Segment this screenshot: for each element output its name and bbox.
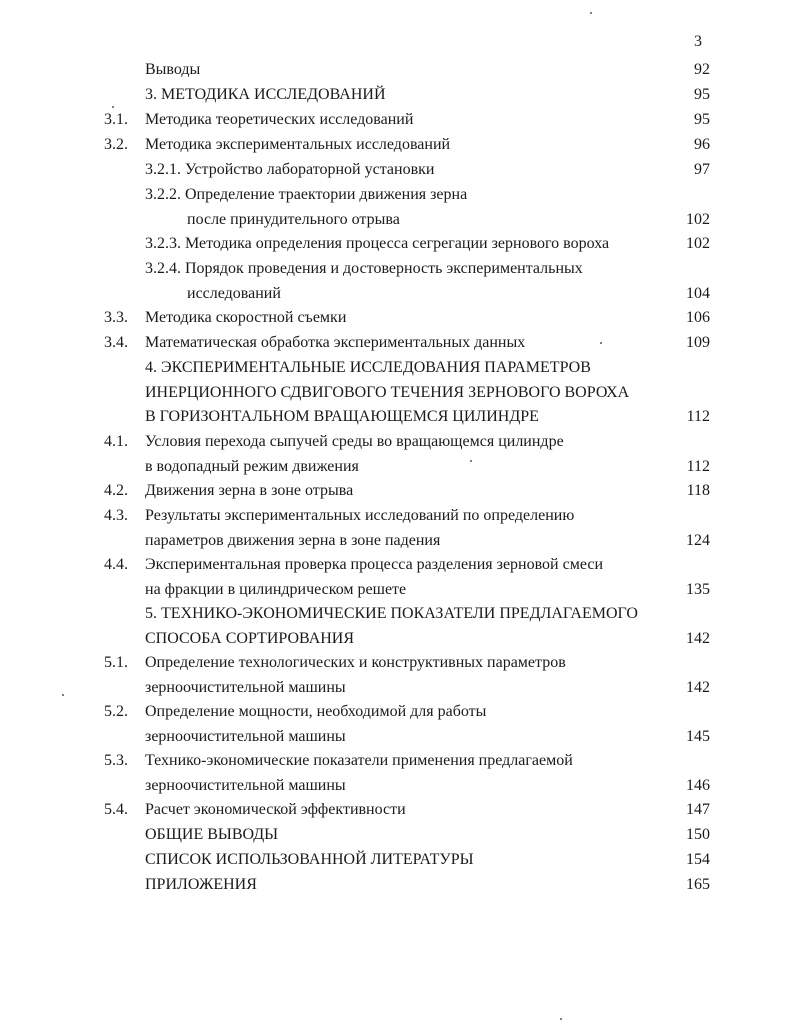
toc-entry-line: Результаты экспериментальных исследований по определению: [145, 507, 575, 524]
toc-entry-page: 92: [694, 61, 710, 78]
toc-entry-page: 95: [694, 86, 710, 103]
toc-entry-number: 5.1.: [104, 654, 128, 671]
toc-entry-number: 5.4.: [104, 801, 128, 818]
toc-entry-page: 145: [686, 727, 710, 745]
scan-speck: [62, 694, 64, 696]
toc-entry-page: 102: [686, 210, 710, 228]
toc-entry-page: 154: [686, 851, 710, 868]
toc-entry-page: 96: [694, 136, 710, 153]
toc-entry-line: 5. ТЕХНИКО-ЭКОНОМИЧЕСКИЕ ПОКАЗАТЕЛИ ПРЕДЛАГАЕМОГО: [145, 605, 638, 622]
toc-entry-line: Расчет экономической эффективности: [145, 801, 406, 818]
toc-entry-number: 4.4.: [104, 556, 128, 573]
toc-entry-page: 109: [686, 334, 710, 351]
toc-entry-line: В ГОРИЗОНТАЛЬНОМ ВРАЩАЮЩЕМСЯ ЦИЛИНДРЕ: [145, 408, 539, 426]
toc-entry-number: 5.2.: [104, 703, 128, 720]
toc-entry-line: Движения зерна в зоне отрыва: [145, 482, 354, 499]
toc-entry-line: ПРИЛОЖЕНИЯ: [145, 876, 257, 893]
toc-entry-line: 3.2.1. Устройство лабораторной установки: [145, 161, 435, 178]
scan-speck: [560, 1018, 562, 1020]
scan-speck: [590, 12, 592, 14]
toc-entry-line: Определение технологических и конструктивных параметров: [145, 654, 566, 671]
toc-entry-line: параметров движения зерна в зоне падения: [145, 531, 441, 549]
toc-entry-line: зерноочистительной машины: [145, 678, 346, 696]
toc-entry-line: Методика экспериментальных исследований: [145, 136, 451, 153]
toc-entry-page: 112: [686, 408, 710, 426]
toc-entry-page: 142: [686, 678, 710, 696]
toc-entry-number: 5.3.: [104, 752, 128, 769]
toc-entry-page: 104: [686, 284, 710, 302]
toc-entry-page: 150: [686, 826, 710, 843]
toc-entry-line: 3.2.3. Методика определения процесса сегрегации зернового вороха: [145, 235, 610, 252]
toc-entry-line: Математическая обработка экспериментальных данных: [145, 334, 526, 351]
toc-entry-number: 4.3.: [104, 507, 128, 524]
scan-speck: [600, 342, 602, 344]
toc-entry-page: 95: [694, 111, 710, 128]
toc-entry-line: 3.2.2. Определение траектории движения зерна: [145, 186, 468, 203]
toc-entry-line: на фракции в цилиндрическом решете: [145, 580, 407, 598]
page-number: 3: [694, 33, 702, 50]
toc-entry-line: Технико-экономические показатели применения предлагаемой: [145, 752, 573, 769]
toc-entry-line: Методика теоретических исследований: [145, 111, 414, 128]
toc-entry-number: 3.4.: [104, 334, 128, 351]
toc-entry-page: 165: [686, 876, 710, 893]
toc-entry-line: в водопадный режим движения: [145, 457, 359, 475]
toc-entry-page: 102: [686, 235, 710, 252]
toc-entry-number: 3.2.: [104, 136, 128, 153]
toc-entry-number: 4.1.: [104, 433, 128, 450]
toc-entry-line: 3.2.4. Порядок проведения и достоверность экспериментальных: [145, 260, 583, 277]
toc-entry-number: 3.1.: [104, 111, 128, 128]
toc-entry-number: 3.3.: [104, 309, 128, 326]
toc-entry-page: 146: [686, 776, 710, 794]
scan-speck: [112, 106, 114, 108]
toc-entry-line: после принудительного отрыва: [187, 210, 400, 228]
toc-entry-page: 124: [686, 531, 710, 549]
toc-entry-line: Выводы: [145, 61, 201, 78]
toc-entry-line: Методика скоростной съемки: [145, 309, 347, 326]
toc-entry-page: 142: [686, 629, 710, 647]
toc-entry-page: 135: [686, 580, 710, 598]
toc-entry-page: 97: [694, 161, 710, 178]
toc-entry-line: исследований: [187, 284, 281, 302]
toc-entry-line: зерноочистительной машины: [145, 727, 346, 745]
toc-entry-page: 147: [686, 801, 710, 818]
toc-entry-line: 4. ЭКСПЕРИМЕНТАЛЬНЫЕ ИССЛЕДОВАНИЯ ПАРАМЕТРОВ: [145, 359, 591, 376]
toc-entry-page: 112: [686, 457, 710, 475]
toc-entry-page: 106: [686, 309, 710, 326]
toc-entry-line: ОБЩИЕ ВЫВОДЫ: [145, 826, 279, 843]
toc-entry-page: 118: [686, 482, 710, 499]
scan-speck: [470, 460, 472, 462]
toc-entry-line: Условия перехода сыпучей среды во вращающемся цилиндре: [145, 433, 564, 450]
toc-entry-line: зерноочистительной машины: [145, 776, 346, 794]
toc-entry-line: Экспериментальная проверка процесса разделения зерновой смеси: [145, 556, 603, 573]
toc-entry-line: Определение мощности, необходимой для работы: [145, 703, 487, 720]
toc-entry-line: ИНЕРЦИОННОГО СДВИГОВОГО ТЕЧЕНИЯ ЗЕРНОВОГО ВОРОХА: [145, 383, 630, 401]
toc-entry-line: СПИСОК ИСПОЛЬЗОВАННОЙ ЛИТЕРАТУРЫ: [145, 851, 474, 868]
toc-entry-line: 3. МЕТОДИКА ИССЛЕДОВАНИЙ: [145, 86, 386, 103]
toc-entry-number: 4.2.: [104, 482, 128, 499]
toc-entry-line: СПОСОБА СОРТИРОВАНИЯ: [145, 629, 355, 647]
